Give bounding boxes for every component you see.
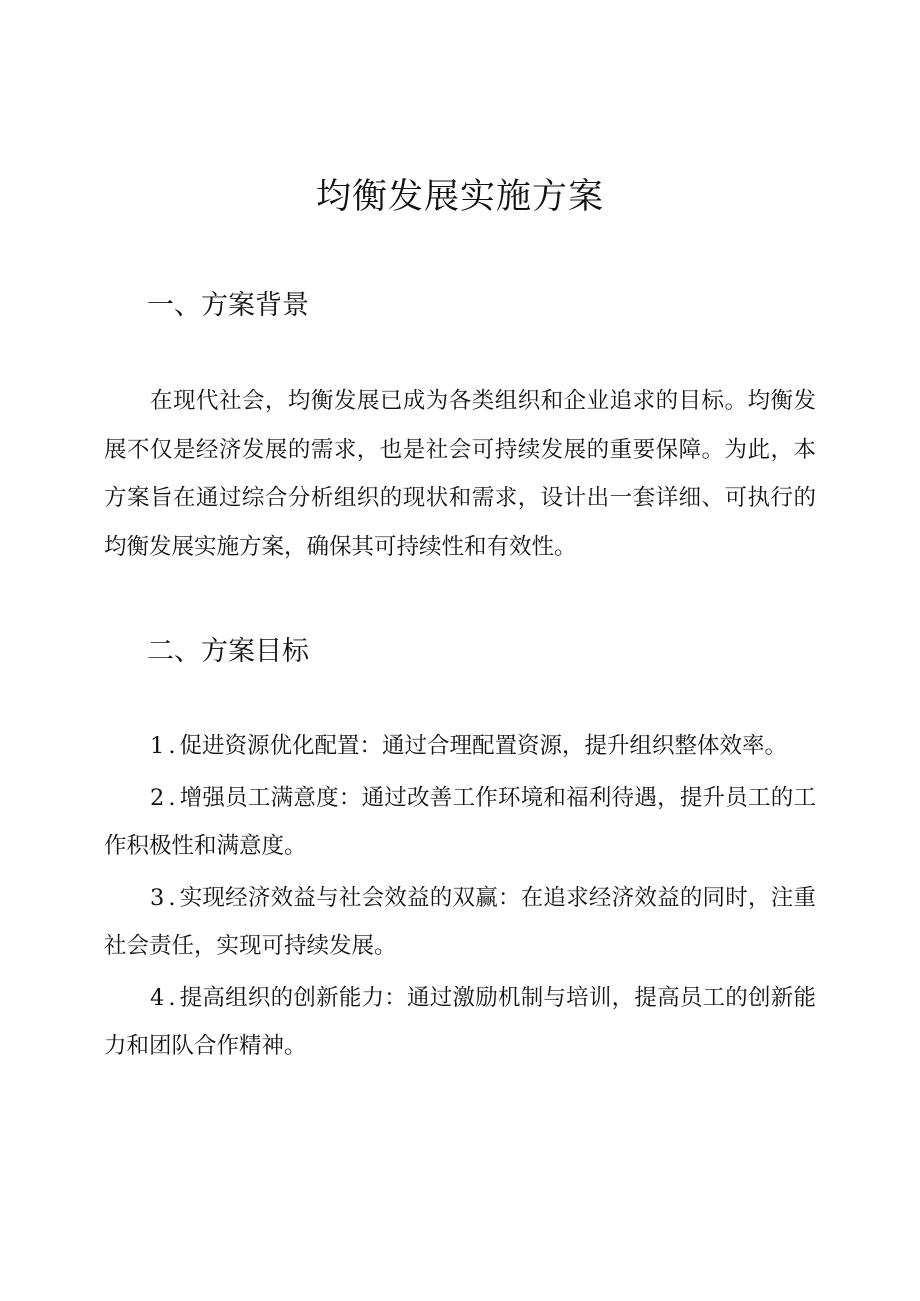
goal-text: 提高组织的创新能力：通过激励机制与培训，提高员工的创新能力和团队合作精神。 [104, 984, 816, 1059]
goal-item [104, 722, 816, 771]
document-title: 均衡发展实施方案 [315, 177, 604, 217]
section-heading-background: 一、方案背景 [147, 290, 309, 321]
goal-number: 3. [150, 884, 180, 911]
goal-item [104, 974, 816, 1071]
background-paragraph: 在现代社会，均衡发展已成为各类组织和企业追求的目标。均衡发展不仅是经济发展的需求，也是社会可持续发展的重要保障。为此，本方案旨在通过综合分析组织的现状和需求，设计出一套详细、可执行的均衡发展实施方案，确保其可持续性和有效性。 [104, 388, 816, 560]
goal-number: 1. [150, 733, 180, 759]
goal-item [104, 874, 816, 971]
goal-item [104, 774, 816, 871]
goals-list [104, 722, 816, 1074]
section-heading-goals: 二、方案目标 [147, 636, 309, 667]
goal-number: 2. [150, 784, 180, 811]
goal-number: 4. [150, 984, 180, 1011]
goal-text: 促进资源优化配置：通过合理配置资源，提升组织整体效率。 [179, 733, 787, 759]
goal-text: 实现经济效益与社会效益的双赢：在追求经济效益的同时，注重社会责任，实现可持续发展。 [104, 884, 816, 959]
goal-text: 增强员工满意度：通过改善工作环境和福利待遇，提升员工的工作积极性和满意度。 [104, 784, 816, 859]
